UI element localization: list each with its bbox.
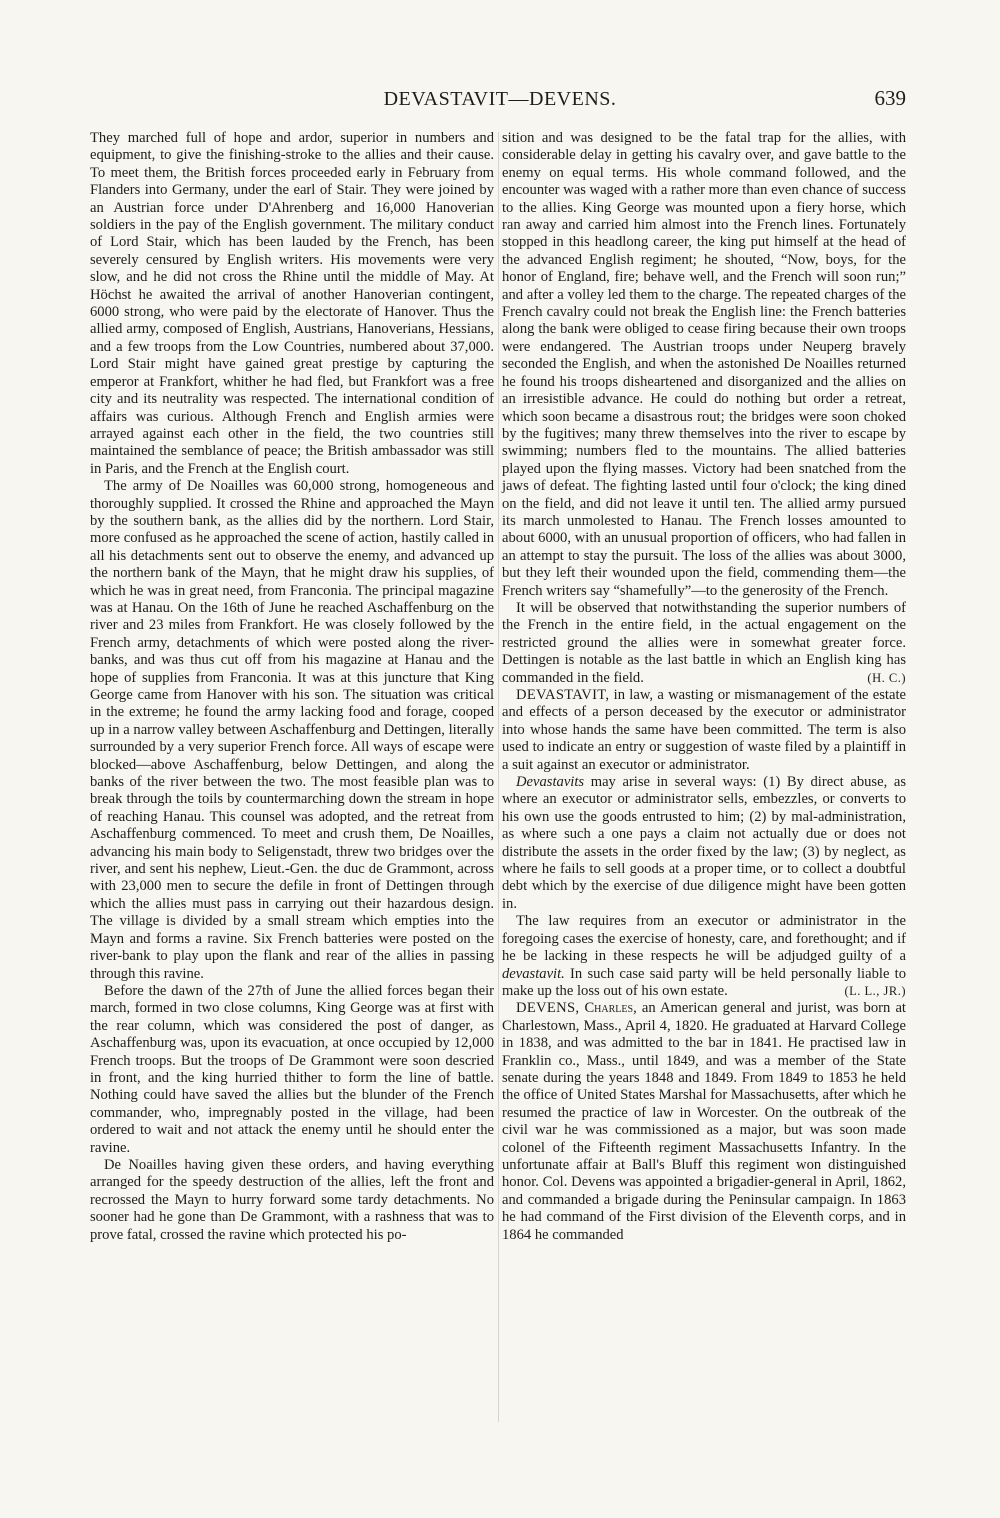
right-column	[502, 130, 906, 1244]
paragraph: sition and was designed to be the fatal trap for the allies, with considerable delay in getting his cavalry over, and gave battle to the enemy on equal terms. His whole command followed, and the encounter was waged with a rather more than even chance of success to the allies. King George was mounted upon a fiery horse, which ran away and carried him almost into the French lines. Fortunately stopped in this headlong career, the king put himself at the head of the advanced English regiment; he shouted, “Now, boys, for the honor of England, fire; behave well, and the French will soon run;” and after a volley led them to the charge. The repeated charges of the French cavalry could not break the English line: the French batteries along the bank were obliged to cease firing because their own troops were endangered. The Austrian troops under Neuperg bravely seconded the English, and when the astonished De Noailles returned he found his troops disheartened and disorganized and the allies on an irresistible advance. He could do nothing but order a retreat, which soon became a disastrous rout; the bridges were soon choked by the fugitives; many threw themselves into the river to escape by swimming; numbers fled to the mountains. The allied batteries played upon the flying masses. Victory had been snatched from the jaws of defeat. The fighting lasted until four o'clock; the king dined on the field, and did not leave it until ten. The allied army pursued its march unmolested to Hanau. The French losses amounted to about 6000, with an unusual proportion of officers, who had fallen in an attempt to stay the pursuit. The loss of the allies was about 3000, but they left their wounded upon the field, commending them—the French writers say “shamefully”—to the generosity of the French.	[502, 130, 906, 599]
entry-text: in law, a wasting or mismanagement of the estate and effects of a person deceased by the executor or administrator into whose hands the same have been committed. The term is also used to indicate an entry or suggestion of waste filed by a plaintiff in a suit against an executor or administrator.	[502, 687, 906, 773]
italic-term: Devastavits	[516, 774, 585, 791]
paragraph: Before the dawn of the 27th of June the allied forces began their march, formed in two close columns, King George was at first with the rear column, which was considered the post of danger, as Aschaffenburg was, upon its evacuation, at once occupied by 12,000 French troops. But the troops of De Grammont were soon descried in front, and the king hurried thither to form the line of battle. Nothing could have saved the allies but the blunder of the French commander, who, impregnably posted in the village, had been ordered to wait and not attack the enemy until he should enter the ravine.	[90, 982, 494, 1156]
paragraph: The army of De Noailles was 60,000 strong, homogeneous and thoroughly supplied. It crossed the Rhine and approached the Mayn by the southern bank, as the allies did by the northern. Lord Stair, more confused as he approached the scene of action, hastily called in all his detachments sent out to observe the enemy, and advanced up the northern bank of the Mayn, that he might draw his supplies, of which he was in great need, from Franconia. The principal magazine was at Hanau. On the 16th of June he reached Aschaffenburg on the river and 23 miles from Frankfort. He was closely followed by the French army, detachments of which were posted along the river-banks, and was thus cut off from his magazine at Hanau and the hope of supplies from Franconia. It was at this juncture that King George came from Hanover with his son. The situation was critical in the extreme; he found the army lacking food and forage, cooped up in a narrow valley between Aschaffenburg and Dettingen, literally surrounded by a very superior French force. All ways of escape were blocked—above Aschaffenburg, below Dettingen, and along the banks of the river between the two. The most feasible plan was to break through the toils by countermarching down the stream in hope of reaching Hanau. This counsel was adopted, and the retreat from Aschaffenburg commenced. To meet and crush them, De Noailles, advancing his main body to Seligenstadt, threw two bridges over the river, and sent his nephew, Lieut.-Gen. the duc de Grammont, across with 23,000 men to secure the defile in front of Dettingen through which the allies must pass in carrying out their hazardous design. The village is divided by a small stream which empties into the Mayn and forms a ravine. Six French batteries were posted on the river-bank to play upon the flank and rear of the allies in passing through this ravine.	[90, 478, 494, 982]
paragraph: They marched full of hope and ardor, superior in numbers and equipment, to give the finishing-stroke to the allies and their cause. To meet them, the British forces proceeded early in February from Flanders into Germany, under the earl of Stair. They were joined by an Austrian force under D'Ahrenberg and 16,000 Hanoverian soldiers in the pay of the English government. The military conduct of Lord Stair, which has been lauded by the French, has been severely censured by English writers. His movements were very slow, and he did not cross the Rhine until the middle of May. At Höchst he awaited the arrival of another Hanoverian contingent, 6000 strong, who were paid by the electorate of Hanover. Thus the allied army, composed of English, Austrians, Hanoverians, Hessians, and a few troops from the Low Countries, numbered about 37,000. Lord Stair might have gained great prestige by capturing the emperor at Frankfort, whither he had fled, but Frankfort was a free city and its neutrality was respected. The international condition of affairs was curious. Although French and English armies were arrayed against each other in the field, the two countries still maintained the semblance of peace; the British ambassador was still in Paris, and the French at the English court.	[90, 130, 494, 477]
italic-term: devastavit.	[502, 965, 565, 982]
left-column	[90, 130, 494, 1244]
column-divider	[498, 132, 499, 1422]
paragraph	[502, 774, 906, 913]
running-head	[0, 88, 1000, 116]
entry-headword: DEVENS,	[516, 1000, 580, 1017]
page-number: 639	[874, 86, 906, 110]
author-signature: (H. C.)	[867, 670, 906, 685]
entry-devastavit	[502, 687, 906, 774]
author-signature: (L. L., JR.)	[844, 983, 906, 998]
paragraph-text: It will be observed that notwithstanding the superior numbers of the French in the entire field, in the actual engagement on the restricted ground the allies were in somewhat greater force. Dettingen is notable as the last battle in which an English king has commanded in the field.	[502, 599, 906, 686]
paragraph: De Noailles having given these orders, and having everything arranged for the speedy destruction of the allies, left the front and recrossed the Mayn to hurry forward some tardy detachments. No sooner had he gone than De Grammont, with a rashness that was to prove fatal, crossed the ravine which protected his po-	[90, 1156, 494, 1243]
entry-devens	[502, 1000, 906, 1244]
entry-text: an American general and jurist, was born at Charlestown, Mass., April 4, 1820. He graduated at Harvard College in 1838, and was admitted to the bar in 1841. He practised law in Franklin co., Mass., until 1849, and was a member of the State senate during the years 1848 and 1849. From 1849 to 1853 he held the office of United States Marshal for Massachusetts, after which he resumed the practice of law in Worcester. On the outbreak of the civil war he was commissioned as a major, but was soon made colonel of the Fifteenth regiment Massachusetts Infantry. In the unfortunate affair at Ball's Bluff this regiment won distinguished honor. Col. Devens was appointed a brigadier-general in April, 1862, and commanded a brigade during the Peninsular campaign. In 1863 he had command of the First division of the Eleventh corps, and in 1864 he commanded	[502, 1000, 906, 1243]
paragraph-text: The law requires from an executor or administrator in the foregoing cases the exercise of honesty, care, and forethought; and if he be lacking in these respects he will be adjudged guilty of a	[502, 913, 906, 965]
paragraph-text: In such case said party will be held personally liable to make up the loss out of his own estate.	[502, 965, 906, 999]
paragraph-text: may arise in several ways: (1) By direct abuse, as where an executor or administrator sells, embezzles, or converts to his own use the goods entrusted to him; (2) by mal-administration, as where such a one pays a claim not actually due or does not distribute the assets in the order fixed by the law; (3) by neglect, as where he fails to sell goods at a proper time, or to collect a doubtful debt which by the exercise of due diligence might have been gotten in.	[502, 774, 906, 912]
entry-headword: DEVASTAVIT,	[516, 687, 610, 704]
running-title: DEVASTAVIT—DEVENS.	[383, 88, 617, 110]
entry-given-name: Charles,	[584, 1000, 637, 1017]
